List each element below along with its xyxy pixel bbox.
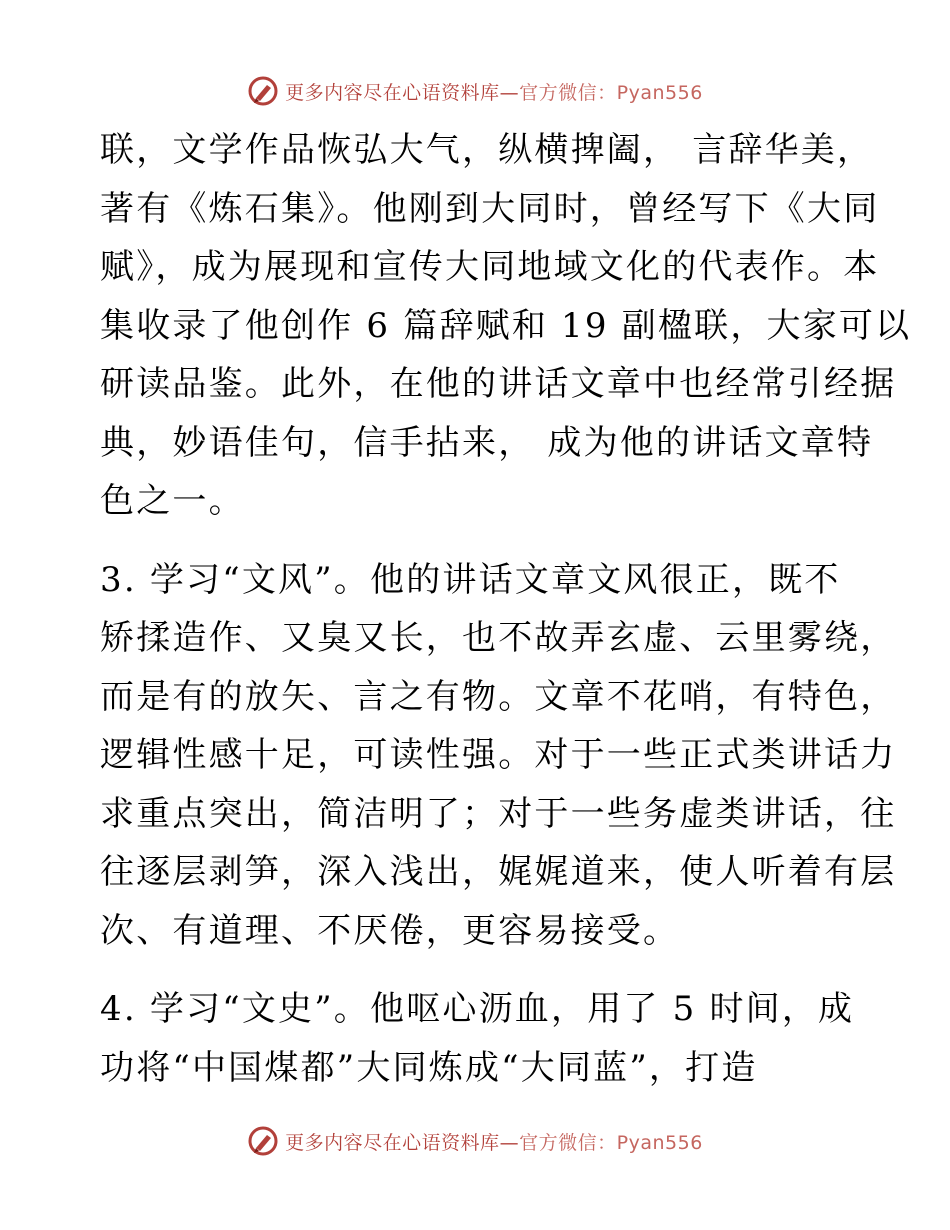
document-body xyxy=(100,121,912,1097)
text-line: 著有《炼石集》。他刚到大同时，曾经写下《大同 xyxy=(100,188,880,229)
text-line: 4. 学习“文史”。他呕心沥血，用了 5 时间，成 xyxy=(100,989,855,1029)
text-line: 3. 学习“文风”。他的讲话文章文风很正，既不 xyxy=(100,559,841,600)
text-line: 色之一。 xyxy=(100,481,245,521)
text-line: 研读品鉴。此外，在他的讲话文章中也经常引经据 xyxy=(100,364,897,404)
header-brand-text: 更多内容尽在心语资料库— xyxy=(285,81,520,104)
pen-logo-icon xyxy=(247,1125,279,1157)
text-line: 联，文学作品恢弘大气，纵横捭阖， 言辞华美， xyxy=(100,130,874,170)
footer-brand-text: 更多内容尽在心语资料库— xyxy=(285,1131,520,1154)
text-line: 往逐层剥笋，深入浅出，娓娓道来，使人听着有层 xyxy=(100,852,897,892)
pen-logo-icon xyxy=(247,75,279,107)
header-wechat-text: 官方微信：Pyan556 xyxy=(519,81,703,104)
text-line: 而是有的放矢、言之有物。文章不花哨，有特色， xyxy=(100,676,897,717)
text-line: 求重点突出，简洁明了；对于一些务虚类讲话，往 xyxy=(100,793,897,834)
header-banner xyxy=(0,72,950,110)
paragraph-3 xyxy=(100,980,860,1097)
text-line: 功将“中国煤都”大同炼成“大同蓝”，打造 xyxy=(100,1047,758,1088)
paragraph-gap xyxy=(100,960,860,980)
text-line: 矫揉造作、又臭又长，也不故弄玄虚、云里雾绕， xyxy=(100,618,897,658)
text-line: 逻辑性感十足，可读性强。对于一些正式类讲话力 xyxy=(100,735,897,775)
footer-banner xyxy=(0,1122,950,1160)
text-line: 次、有道理、不厌倦，更容易接受。 xyxy=(100,910,680,951)
paragraph-2 xyxy=(100,551,897,961)
paragraph-gap xyxy=(100,531,860,551)
paragraph-1 xyxy=(100,121,912,531)
footer-wechat-text: 官方微信：Pyan556 xyxy=(519,1131,703,1154)
text-line: 赋》，成为展现和宣传大同地域文化的代表作。本 xyxy=(100,247,880,287)
text-line: 集收录了他创作 6 篇辞赋和 19 副楹联，大家可以 xyxy=(100,305,912,346)
text-line: 典，妙语佳句，信手拈来， 成为他的讲话文章特 xyxy=(100,422,874,463)
